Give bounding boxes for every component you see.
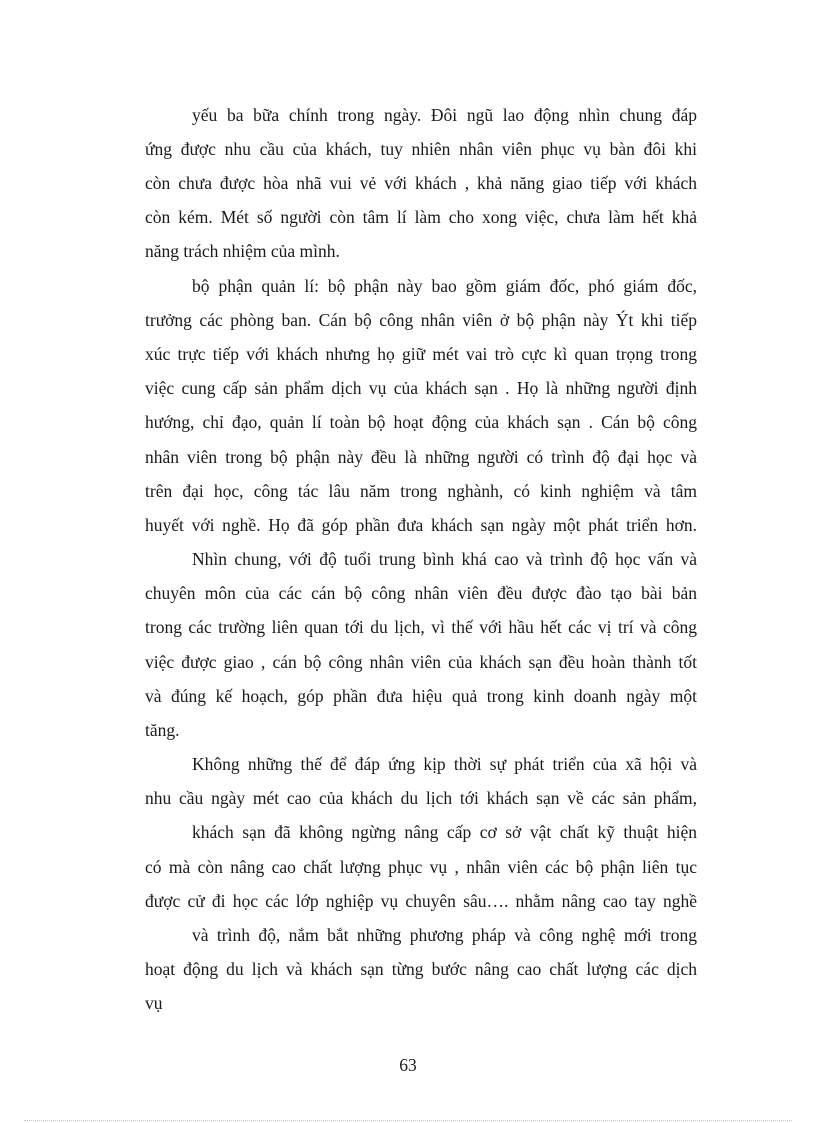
text-line: yếu ba bữa chính trong ngày. Đôi ngũ lao động nhìn chung đáp	[192, 105, 697, 125]
text-line: chuyên môn của các cán bộ công nhân viên đều được đào tạo bài bản	[145, 583, 697, 603]
text-line: trưởng các phòng ban. Cán bộ công nhân viên ở bộ phận này Ýt khi tiếp	[145, 310, 697, 330]
text-line: vụ	[145, 993, 163, 1013]
text-line: có mà còn nâng cao chất lượng phục vụ , nhân viên các bộ phận liên tục	[145, 857, 697, 877]
text-line: tăng.	[145, 720, 180, 740]
text-line: và trình độ, nắm bắt những phương pháp và công nghệ mới trong	[192, 925, 697, 945]
text-line: việc được giao , cán bộ công nhân viên của khách sạn đều hoàn thành tốt	[145, 652, 697, 672]
text-line: và đúng kế hoạch, góp phần đưa hiệu quả trong kinh doanh ngày một	[145, 686, 697, 706]
page-bottom-border	[24, 1120, 792, 1121]
text-line: khách sạn đã không ngừng nâng cấp cơ sở vật chất kỹ thuật hiện	[192, 822, 697, 842]
text-line: bộ phận quản lí: bộ phận này bao gồm giám đốc, phó giám đốc,	[192, 276, 697, 296]
text-line: năng trách nhiệm của mình.	[145, 241, 340, 261]
text-line: được cử đi học các lớp nghiệp vụ chuyên sâu…. nhằm nâng cao tay nghề	[145, 891, 697, 911]
text-line: Nhìn chung, với độ tuổi trung bình khá cao và trình độ học vấn và	[192, 549, 697, 569]
text-line: còn chưa được hòa nhã vui vẻ với khách , khả năng giao tiếp với khách	[145, 173, 697, 193]
text-line: việc cung cấp sản phẩm dịch vụ của khách sạn . Họ là những người định	[145, 378, 697, 398]
page-number: 63	[399, 1055, 417, 1075]
text-line: còn kém. Mét số người còn tâm lí làm cho xong việc, chưa làm hết khả	[145, 207, 697, 227]
text-line: nhân viên trong bộ phận này đều là những người có trình độ đại học và	[145, 447, 697, 467]
text-line: hướng, chỉ đạo, quản lí toàn bộ hoạt động của khách sạn . Cán bộ công	[145, 412, 697, 432]
text-line: trên đại học, công tác lâu năm trong nghành, có kinh nghiệm và tâm	[145, 481, 697, 501]
text-line: Không những thế để đáp ứng kịp thời sự phát triển của xã hội và	[192, 754, 697, 774]
text-line: ứng được nhu cầu của khách, tuy nhiên nhân viên phục vụ bàn đôi khi	[145, 139, 697, 159]
text-line: xúc trực tiếp với khách nhưng họ giữ mét vai trò cực kì quan trọng trong	[145, 344, 697, 364]
text-line: nhu cầu ngày mét cao của khách du lịch tới khách sạn về các sản phẩm,	[145, 788, 697, 808]
text-line: hoạt động du lịch và khách sạn từng bước nâng cao chất lượng các dịch	[145, 959, 697, 979]
text-line: huyết với nghề. Họ đã góp phần đưa khách sạn ngày một phát triển hơn.	[145, 515, 697, 535]
text-line: trong các trường liên quan tới du lịch, vì thế với hầu hết các vị trí và công	[145, 617, 697, 637]
